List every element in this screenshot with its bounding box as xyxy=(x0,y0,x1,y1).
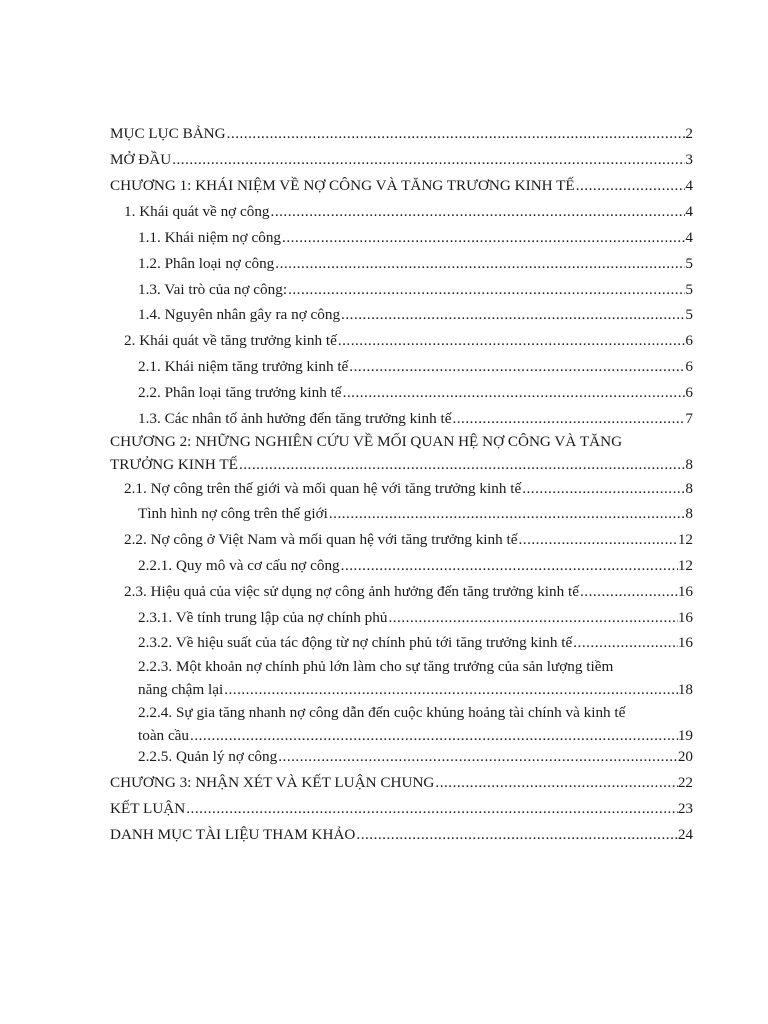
toc-leader-dots xyxy=(518,531,677,549)
toc-leader-dots xyxy=(275,255,685,273)
toc-page-number: 12 xyxy=(677,557,693,574)
toc-entry-title: 2.3. Hiệu quả của việc sử dụng nợ công ảnh hưởng đến tăng trưởng kinh tế xyxy=(124,583,579,600)
toc-page-number: 23 xyxy=(677,800,693,817)
toc-page-number: 20 xyxy=(677,748,693,765)
toc-page-number: 16 xyxy=(677,583,693,600)
toc-entry[interactable] xyxy=(110,774,693,792)
toc-entry[interactable] xyxy=(138,306,693,324)
toc-entry-title: 2.2. Nợ công ở Việt Nam và mối quan hệ với tăng trưởng kinh tế xyxy=(124,531,518,548)
toc-entry[interactable] xyxy=(138,255,693,273)
toc-leader-dots xyxy=(522,480,685,498)
toc-entry-title: MỤC LỤC BẢNG xyxy=(110,125,226,142)
toc-entry-title: 2.1. Khái niệm tăng trưởng kinh tế xyxy=(138,358,349,375)
toc-leader-dots xyxy=(349,358,685,376)
toc-entry-title: CHƯƠNG 1: KHÁI NIỆM VỀ NỢ CÔNG VÀ TĂNG TRƯƠNG KINH TẾ xyxy=(110,177,575,194)
toc-entry-title-continued: năng chậm lại xyxy=(138,681,224,698)
toc-page-number: 8 xyxy=(685,480,693,497)
toc-page-number: 5 xyxy=(685,306,693,323)
toc-page-number: 5 xyxy=(685,281,693,298)
toc-entry-title: 2.2.1. Quy mô và cơ cấu nợ công xyxy=(138,557,340,574)
toc-entry-title: 2.3.2. Về hiệu suất của tác động từ nợ chính phủ tới tăng trưởng kinh tế xyxy=(138,634,573,651)
toc-entry-title: 1.4. Nguyên nhân gây ra nợ công xyxy=(138,306,341,323)
toc-leader-dots xyxy=(343,384,686,402)
toc-leader-dots xyxy=(239,456,685,474)
toc-entry[interactable] xyxy=(124,583,693,601)
toc-leader-dots xyxy=(329,505,686,523)
toc-page-number: 4 xyxy=(685,229,693,246)
toc-entry-title: 1.1. Khái niệm nợ công xyxy=(138,229,282,246)
toc-entry[interactable] xyxy=(124,480,693,498)
toc-entry[interactable] xyxy=(138,634,693,652)
toc-entry-title: 2. Khái quát về tăng trưởng kinh tế xyxy=(124,332,337,349)
toc-leader-dots xyxy=(186,800,678,818)
toc-entry[interactable] xyxy=(138,609,693,627)
toc-entry-title: MỞ ĐẦU xyxy=(110,151,172,168)
toc-entry-title: KẾT LUẬN xyxy=(110,800,186,817)
toc-entry[interactable] xyxy=(124,203,693,221)
toc-leader-dots xyxy=(278,748,678,766)
toc-page-number: 22 xyxy=(677,774,693,791)
toc-entry[interactable] xyxy=(138,358,693,376)
toc-page-number: 7 xyxy=(685,410,693,427)
toc-leader-dots xyxy=(227,125,686,143)
toc-entry[interactable] xyxy=(110,433,693,474)
toc-page-number: 3 xyxy=(685,151,693,168)
toc-leader-dots xyxy=(172,151,685,169)
toc-page-number: 4 xyxy=(685,177,693,194)
toc-leader-dots xyxy=(341,557,678,575)
toc-page-number: 12 xyxy=(677,531,693,548)
toc-entry-title-continued: toàn cầu xyxy=(138,727,190,744)
toc-entry-title: CHƯƠNG 2: NHỮNG NGHIÊN CỨU VỀ MỐI QUAN HỆ NỢ CÔNG VÀ TĂNG xyxy=(110,433,623,450)
toc-entry[interactable] xyxy=(138,704,693,745)
toc-entry[interactable] xyxy=(124,332,693,350)
toc-entry[interactable] xyxy=(110,125,693,143)
toc-page-number: 6 xyxy=(685,358,693,375)
toc-leader-dots xyxy=(576,177,686,195)
toc-entry-title: 1.3. Vai trò của nợ công: xyxy=(138,281,288,298)
toc-leader-dots xyxy=(190,727,678,745)
toc-leader-dots xyxy=(435,774,677,792)
toc-entry[interactable] xyxy=(138,281,693,299)
toc-leader-dots xyxy=(224,681,678,699)
toc-leader-dots xyxy=(338,332,686,350)
toc-entry-title: 2.1. Nợ công trên thế giới và mối quan hệ với tăng trưởng kinh tế xyxy=(124,480,522,497)
toc-entry[interactable] xyxy=(138,229,693,247)
toc-entry-title: 2.2. Phân loại tăng trưởng kinh tế xyxy=(138,384,342,401)
toc-entry-title: DANH MỤC TÀI LIỆU THAM KHẢO xyxy=(110,826,356,843)
toc-leader-dots xyxy=(452,410,685,428)
toc-leader-dots xyxy=(580,583,678,601)
toc-leader-dots xyxy=(271,203,686,221)
toc-page-number: 19 xyxy=(677,727,693,744)
toc-entry-title: Tình hình nợ công trên thế giới xyxy=(138,505,328,522)
toc-entry-line xyxy=(138,681,693,699)
toc-entry[interactable] xyxy=(138,748,693,766)
toc-leader-dots xyxy=(573,634,678,652)
toc-entry[interactable] xyxy=(138,658,693,699)
toc-page-number: 24 xyxy=(677,826,693,843)
toc-entry-title-continued: TRƯỞNG KINH TẾ xyxy=(110,456,238,473)
toc-leader-dots xyxy=(288,281,685,299)
toc-entry[interactable] xyxy=(138,557,693,575)
toc-entry[interactable] xyxy=(110,151,693,169)
toc-entry[interactable] xyxy=(110,800,693,818)
toc-entry-title: 2.2.3. Một khoản nợ chính phủ lớn làm cho sự tăng trưởng của sản lượng tiềm xyxy=(138,658,614,675)
toc-entry-line xyxy=(138,727,693,745)
toc-page-number: 8 xyxy=(685,456,693,473)
toc-entry-title: 1.2. Phân loại nợ công xyxy=(138,255,275,272)
toc-entry-title: 1.3. Các nhân tố ảnh hưởng đến tăng trưởng kinh tế xyxy=(138,410,452,427)
toc-page-number: 4 xyxy=(685,203,693,220)
toc-page-number: 16 xyxy=(677,609,693,626)
toc-leader-dots xyxy=(282,229,685,247)
toc-page-number: 2 xyxy=(685,125,693,142)
toc-entry-title: 2.3.1. Về tính trung lập của nợ chính phủ xyxy=(138,609,388,626)
toc-entry-title: 2.2.4. Sự gia tăng nhanh nợ công dẫn đến cuộc khủng hoảng tài chính và kinh tế xyxy=(138,704,626,721)
toc-page-number: 8 xyxy=(685,505,693,522)
toc-entry[interactable] xyxy=(124,531,693,549)
toc-entry[interactable] xyxy=(110,826,693,844)
toc-page-number: 5 xyxy=(685,255,693,272)
toc-leader-dots xyxy=(388,609,677,627)
toc-entry-title: CHƯƠNG 3: NHẬN XÉT VÀ KẾT LUẬN CHUNG xyxy=(110,774,435,791)
toc-entry[interactable] xyxy=(138,505,693,523)
toc-entry-title: 1. Khái quát về nợ công xyxy=(124,203,270,220)
toc-entry-title: 2.2.5. Quản lý nợ công xyxy=(138,748,278,765)
toc-entry[interactable] xyxy=(138,384,693,402)
toc-page-number: 16 xyxy=(677,634,693,651)
toc-entry[interactable] xyxy=(138,410,693,428)
toc-entry-line xyxy=(110,456,693,474)
toc-page-number: 18 xyxy=(677,681,693,698)
toc-page-number: 6 xyxy=(685,384,693,401)
toc-leader-dots xyxy=(341,306,685,324)
toc-page-number: 6 xyxy=(685,332,693,349)
toc-leader-dots xyxy=(356,826,677,844)
toc-entry[interactable] xyxy=(110,177,693,195)
